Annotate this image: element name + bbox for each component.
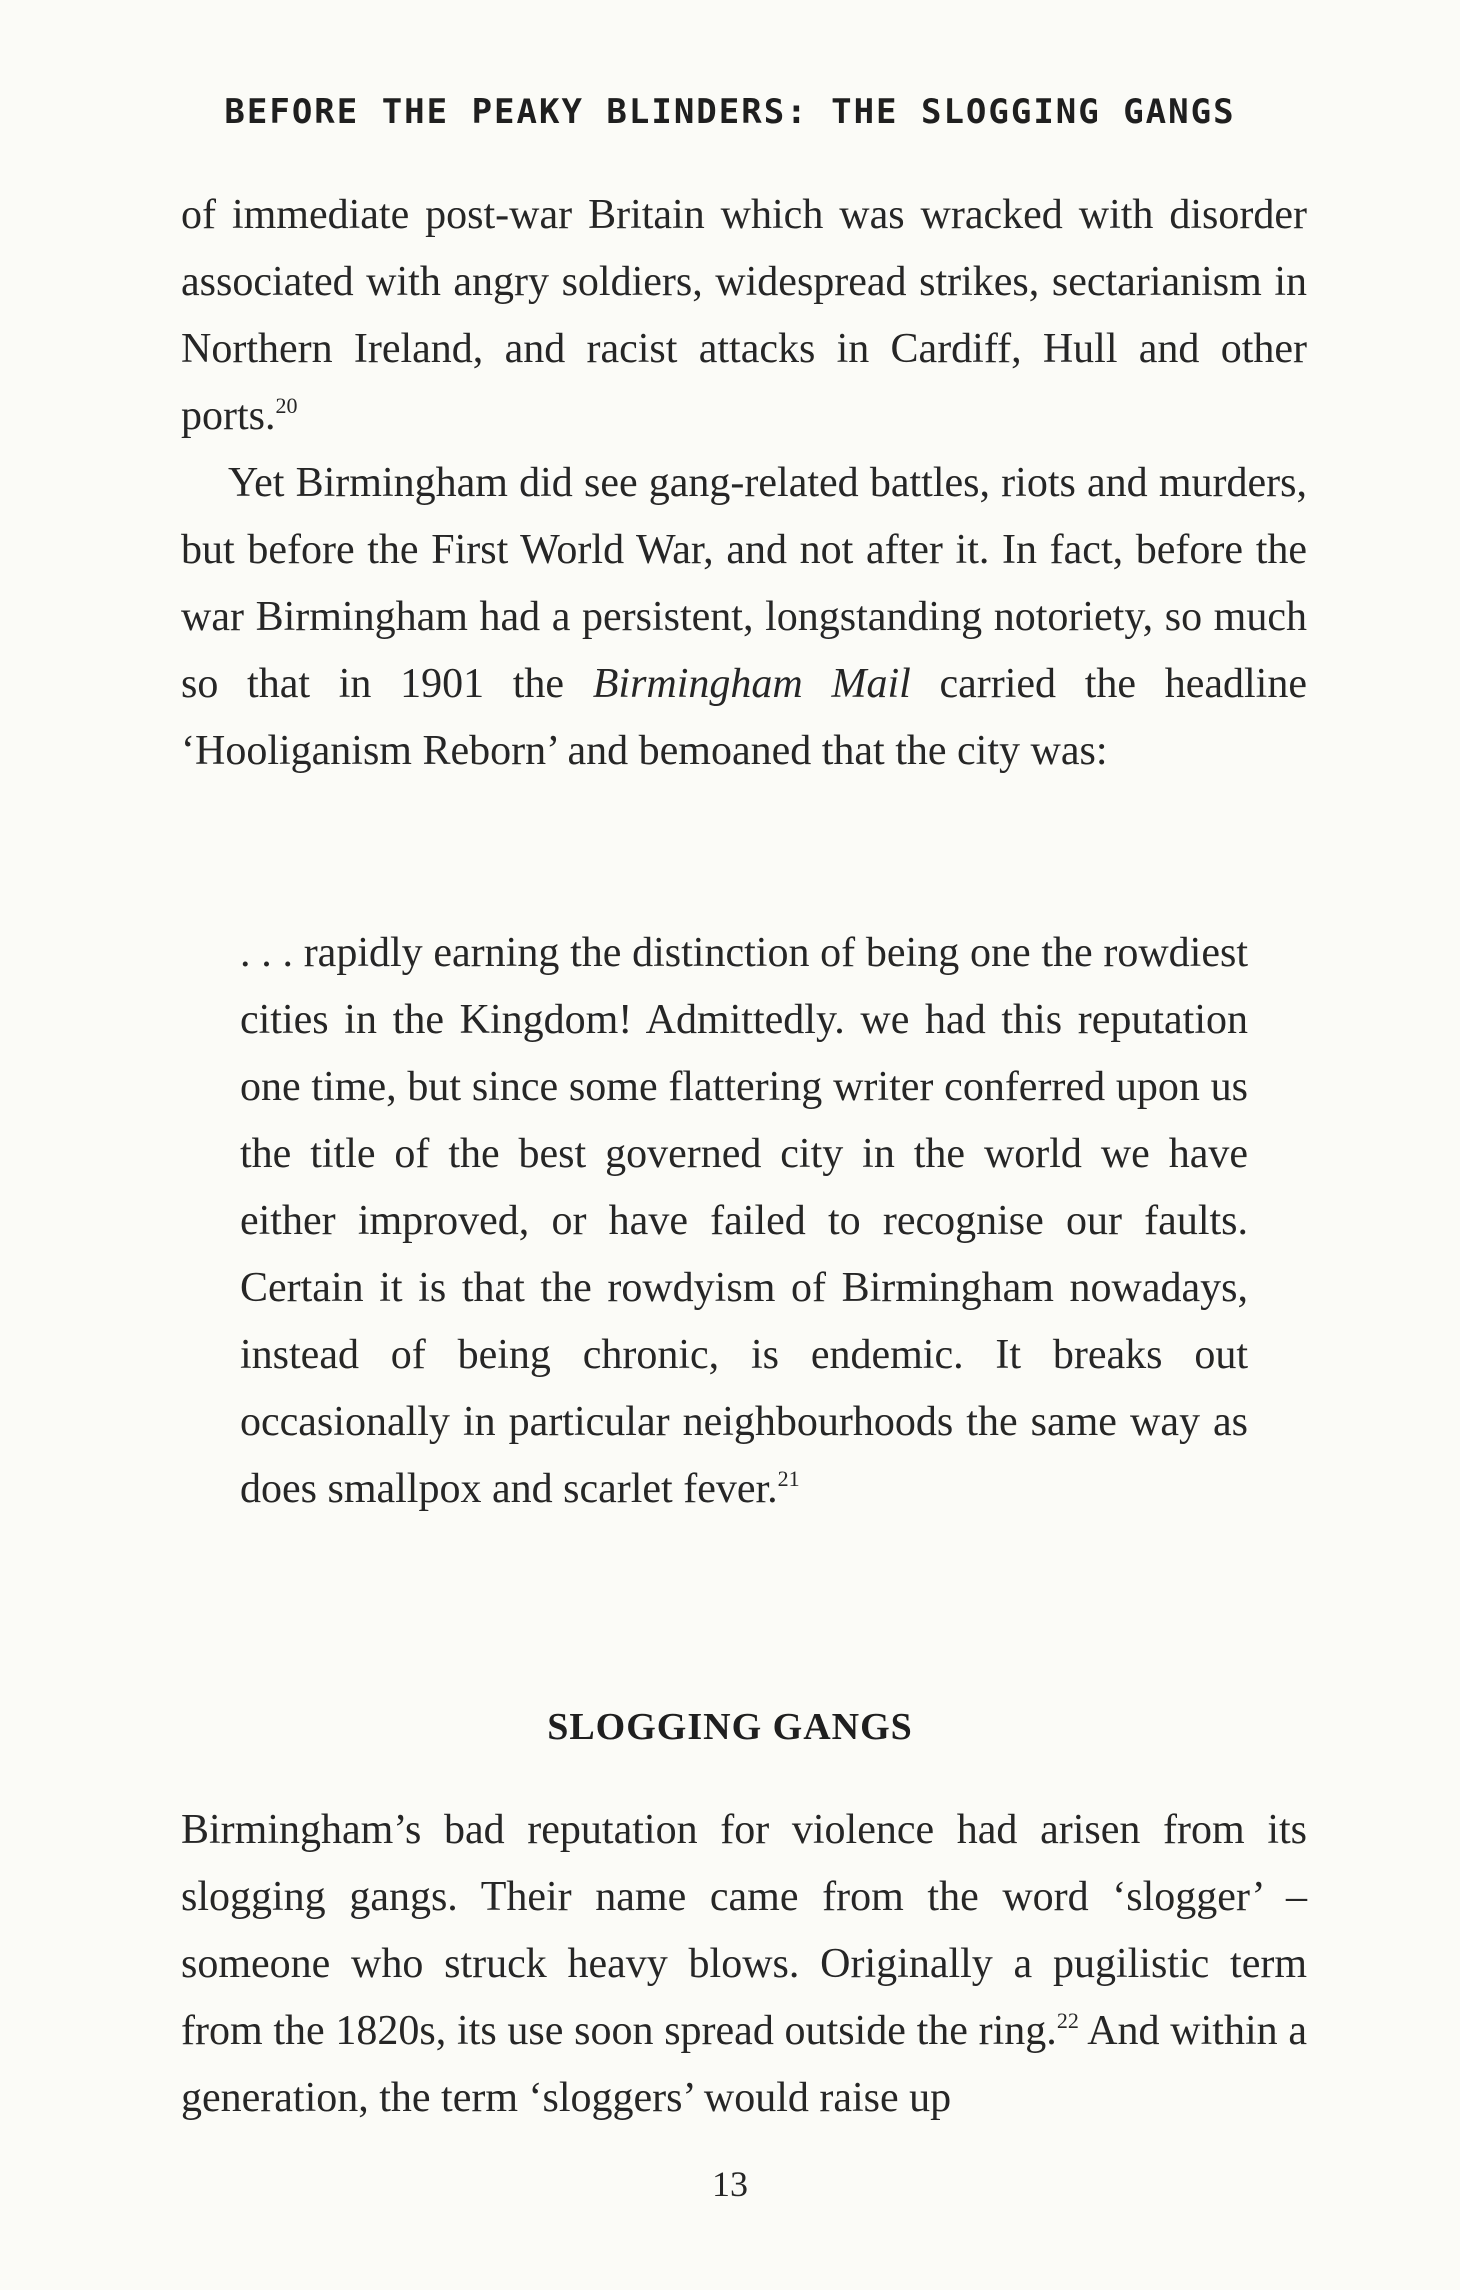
paragraph-3 [181, 1797, 1307, 2132]
footnote-ref-21: 21 [777, 1466, 800, 1491]
paragraph-2-text-end: carried the headline ‘Hooliganism Reborn’ and bemoaned that the city was: [181, 661, 1307, 774]
paragraph-1 [181, 182, 1307, 450]
block-quote-text: . . . rapidly earning the distinction of being one the rowdiest cities in the Kingdom! Admittedly. we had this reputation one time, but since some flattering writer conferred upon us the title of the best governed city in the world we have either improved, or have failed to recognise our faults. Certain it is that the rowdyism of Birmingham nowadays, instead of being chronic, is endemic. It breaks out occasionally in particular neighbourhoods the same way as does smallpox and scarlet fever. [240, 930, 1248, 1512]
footnote-ref-22: 22 [1056, 2008, 1079, 2033]
paragraph-2-text-start: Yet Birmingham did see gang-related battles, riots and murders, but before the First World War, and not after it. In fact, before the war Birmingham had a persistent, longstanding notoriety, so much so that in 1901 the [181, 460, 1307, 707]
paragraph-3-text-end: And within a generation, the term ‘sloggers’ would raise up [181, 2008, 1308, 2121]
newspaper-title: Birmingham Mail [592, 661, 911, 707]
page-number: 13 [712, 2164, 748, 2204]
footnote-ref-20: 20 [275, 393, 298, 418]
paragraph-2 [181, 450, 1307, 785]
section-heading: SLOGGING GANGS [547, 1706, 913, 1748]
paragraph-1-text: of immediate post-war Britain which was wracked with disorder associated with angry soldiers, widespread strikes, sectarianism in Northern Ireland, and racist attacks in Cardiff, Hull and other ports. [181, 192, 1307, 439]
block-quote [240, 920, 1248, 1523]
paragraph-3-text-start: Birmingham’s bad reputation for violence had arisen from its slogging gangs. Their name came from the word ‘slogger’ – someone who struck heavy blows. Originally a pugilistic term from the 1820s, its use soon spread outside the ring. [181, 1807, 1307, 2054]
running-head: BEFORE THE PEAKY BLINDERS: THE SLOGGING GANGS [224, 92, 1236, 132]
